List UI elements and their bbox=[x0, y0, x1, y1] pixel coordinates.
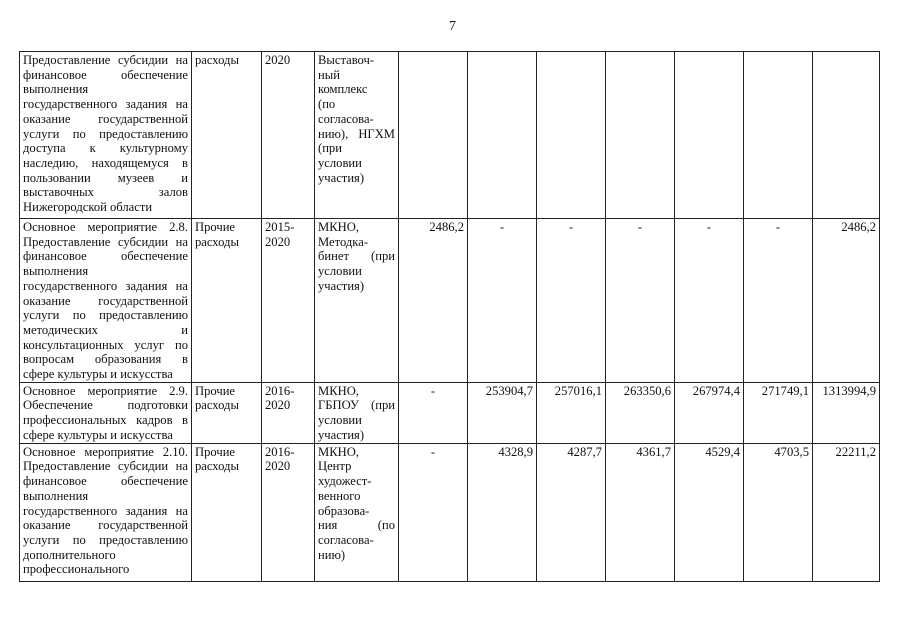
total-value-cell: 22211,2 bbox=[813, 443, 880, 581]
cell-line: согласова- bbox=[318, 532, 374, 547]
cell-line: Нижегородской области bbox=[23, 200, 153, 215]
total-value-cell bbox=[813, 52, 880, 219]
cell-line: ния (по bbox=[318, 518, 395, 533]
activity-name-cell bbox=[20, 443, 192, 581]
cell-line: 2020 bbox=[265, 234, 291, 249]
year-value-cell: - bbox=[537, 219, 606, 383]
cell-line: выставочных залов bbox=[23, 185, 188, 200]
cell-line: государственного задания на bbox=[23, 503, 188, 518]
cell-line: комплекс bbox=[318, 82, 368, 97]
total-value-cell: 2486,2 bbox=[813, 219, 880, 383]
cell-line: расходы bbox=[195, 398, 239, 413]
cell-line: оказание государственной bbox=[23, 111, 188, 126]
cell-line: Основное мероприятие 2.8. bbox=[23, 220, 188, 234]
cell-line: консультационных услуг по bbox=[23, 337, 188, 352]
cell-line: услуги по предоставлению bbox=[23, 308, 188, 323]
cell-line: Основное мероприятие 2.9. bbox=[23, 383, 188, 398]
cell-line: участия) bbox=[318, 170, 365, 185]
cell-line: Прочие bbox=[195, 220, 236, 234]
year-value-cell: 4529,4 bbox=[675, 443, 744, 581]
cell-line: Прочие bbox=[195, 383, 236, 398]
year-value-cell: - bbox=[399, 382, 468, 443]
year-value-cell bbox=[606, 52, 675, 219]
period-cell bbox=[262, 443, 315, 581]
cell-line: ный bbox=[318, 67, 340, 82]
table-row bbox=[20, 52, 880, 219]
cell-line: согласова- bbox=[318, 111, 374, 126]
cell-line: 2016- bbox=[265, 444, 295, 459]
expense-type-cell bbox=[192, 443, 262, 581]
year-value-cell bbox=[744, 52, 813, 219]
cell-line: венного bbox=[318, 488, 361, 503]
cell-line: МКНО, bbox=[318, 220, 359, 234]
cell-line: МКНО, bbox=[318, 444, 359, 459]
program-activities-table bbox=[19, 51, 880, 582]
period-cell bbox=[262, 382, 315, 443]
period-cell bbox=[262, 52, 315, 219]
expense-type-cell bbox=[192, 382, 262, 443]
cell-line: нию) bbox=[318, 547, 346, 562]
year-value-cell: - bbox=[468, 219, 537, 383]
cell-line: сфере культуры и искусства bbox=[23, 367, 173, 382]
table-row bbox=[20, 219, 880, 383]
cell-line: 2016- bbox=[265, 383, 295, 398]
cell-line: дополнительного bbox=[23, 547, 116, 562]
year-value-cell: 257016,1 bbox=[537, 382, 606, 443]
total-value-cell: 1313994,9 bbox=[813, 382, 880, 443]
cell-line: финансовое обеспечение bbox=[23, 249, 188, 264]
cell-line: услуги по предоставлению bbox=[23, 532, 188, 547]
cell-line: выполнения bbox=[23, 264, 89, 279]
year-value-cell: 267974,4 bbox=[675, 382, 744, 443]
cell-line: условии bbox=[318, 413, 362, 428]
cell-line: Предоставление субсидии на bbox=[23, 234, 188, 249]
cell-line: расходы bbox=[195, 234, 239, 249]
cell-line: 2020 bbox=[265, 398, 291, 413]
cell-line: Прочие bbox=[195, 444, 236, 459]
cell-line: Центр bbox=[318, 459, 352, 474]
year-value-cell bbox=[468, 52, 537, 219]
year-value-cell: 4361,7 bbox=[606, 443, 675, 581]
executor-cell bbox=[315, 52, 399, 219]
cell-line: наследию, находящемуся в bbox=[23, 155, 188, 170]
cell-line: бинет (при bbox=[318, 249, 395, 264]
executor-cell bbox=[315, 219, 399, 383]
cell-line: методических и bbox=[23, 322, 188, 337]
expense-type-cell bbox=[192, 219, 262, 383]
cell-line: доступа к культурному bbox=[23, 141, 188, 156]
cell-line: МКНО, bbox=[318, 383, 359, 398]
cell-line: Основное мероприятие 2.10. bbox=[23, 444, 188, 459]
cell-line: Обеспечение подготовки bbox=[23, 398, 188, 413]
cell-line: образова- bbox=[318, 503, 370, 518]
cell-line: 2020 bbox=[265, 459, 291, 474]
year-value-cell: 253904,7 bbox=[468, 382, 537, 443]
cell-line: пользовании музеев и bbox=[23, 170, 188, 185]
cell-line: государственного задания на bbox=[23, 97, 188, 112]
cell-line: профессиональных кадров в bbox=[23, 413, 188, 428]
year-value-cell bbox=[675, 52, 744, 219]
year-value-cell: - bbox=[399, 443, 468, 581]
cell-line: 2015- bbox=[265, 220, 295, 234]
cell-line: нию), НГХМ bbox=[318, 126, 395, 141]
activity-name-cell bbox=[20, 52, 192, 219]
cell-line: финансовое обеспечение bbox=[23, 474, 188, 489]
page-number: 7 bbox=[449, 19, 456, 34]
cell-line: выполнения bbox=[23, 82, 89, 97]
year-value-cell: - bbox=[675, 219, 744, 383]
cell-line: расходы bbox=[195, 459, 239, 474]
cell-line: художест- bbox=[318, 474, 372, 489]
cell-line: оказание государственной bbox=[23, 293, 188, 308]
cell-line: (при bbox=[318, 141, 342, 156]
table-row bbox=[20, 382, 880, 443]
year-value-cell: 4287,7 bbox=[537, 443, 606, 581]
year-value-cell: 2486,2 bbox=[399, 219, 468, 383]
cell-line: финансовое обеспечение bbox=[23, 67, 188, 82]
activity-name-cell bbox=[20, 219, 192, 383]
year-value-cell: - bbox=[744, 219, 813, 383]
year-value-cell: 4328,9 bbox=[468, 443, 537, 581]
cell-line: участия) bbox=[318, 278, 365, 293]
executor-cell bbox=[315, 443, 399, 581]
cell-line: Предоставление субсидии на bbox=[23, 459, 188, 474]
cell-line: участия) bbox=[318, 427, 365, 442]
year-value-cell bbox=[537, 52, 606, 219]
cell-line: услуги по предоставлению bbox=[23, 126, 188, 141]
cell-line: ГБПОУ (при bbox=[318, 398, 395, 413]
cell-line: выполнения bbox=[23, 488, 89, 503]
period-cell bbox=[262, 219, 315, 383]
cell-line: Методка- bbox=[318, 234, 369, 249]
year-value-cell bbox=[399, 52, 468, 219]
year-value-cell: - bbox=[606, 219, 675, 383]
cell-line: условии bbox=[318, 264, 362, 279]
cell-line: условии bbox=[318, 155, 362, 170]
cell-line: 2020 bbox=[265, 53, 291, 67]
expense-type-cell bbox=[192, 52, 262, 219]
cell-line: государственного задания на bbox=[23, 278, 188, 293]
table-row bbox=[20, 443, 880, 581]
cell-line: сфере культуры и искусства bbox=[23, 427, 173, 442]
year-value-cell: 4703,5 bbox=[744, 443, 813, 581]
activity-name-cell bbox=[20, 382, 192, 443]
cell-line: (по bbox=[318, 97, 336, 112]
year-value-cell: 271749,1 bbox=[744, 382, 813, 443]
year-value-cell: 263350,6 bbox=[606, 382, 675, 443]
cell-line: профессионального bbox=[23, 562, 130, 577]
cell-line: оказание государственной bbox=[23, 518, 188, 533]
cell-line: расходы bbox=[195, 53, 239, 67]
executor-cell bbox=[315, 382, 399, 443]
cell-line: Предоставление субсидии на bbox=[23, 53, 188, 67]
cell-line: Выставоч- bbox=[318, 53, 375, 67]
cell-line: вопросам образования в bbox=[23, 352, 188, 367]
